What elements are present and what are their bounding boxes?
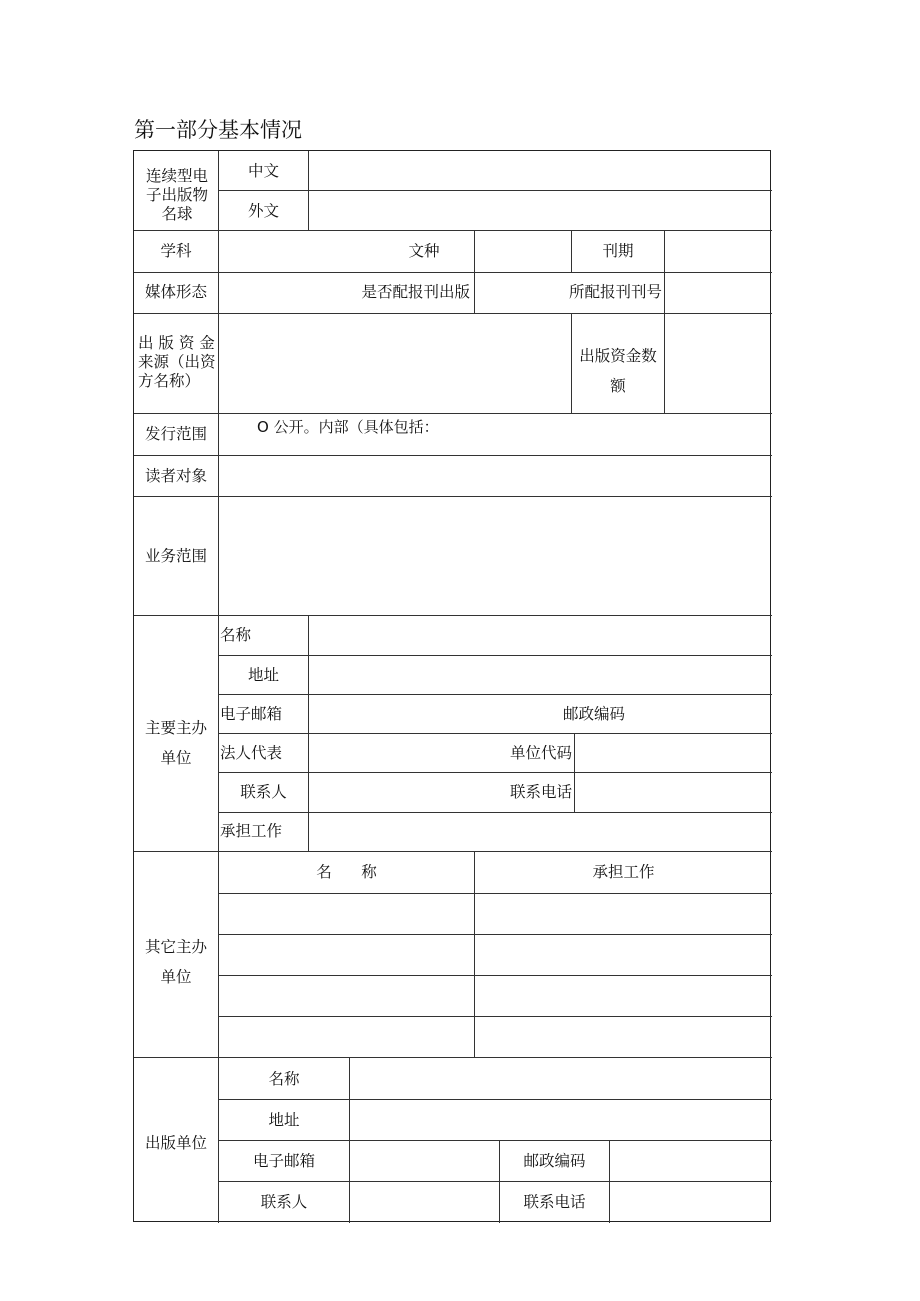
foreign-name-field[interactable] <box>309 191 771 229</box>
chinese-name-field[interactable] <box>309 152 771 190</box>
publisher-label: 出版单位 <box>144 1134 207 1152</box>
main-sponsor-work-field[interactable] <box>309 813 771 850</box>
other-sponsor-name-field[interactable] <box>219 1017 473 1056</box>
basic-info-form <box>133 150 771 1222</box>
org-code-label: 单位代码 <box>509 744 572 762</box>
main-sponsor-contact-field[interactable] <box>309 773 499 811</box>
other-sponsor-work-field[interactable] <box>475 1017 771 1056</box>
subject-label: 学科 <box>160 242 192 260</box>
other-sponsors-name-header: 名 称 <box>316 863 377 881</box>
legal-representative-field[interactable] <box>309 734 499 771</box>
other-sponsors-label: 其它主办 单位 <box>144 938 207 986</box>
foreign-name-label: 外文 <box>247 202 279 220</box>
publisher-name-label: 名称 <box>268 1070 300 1088</box>
other-sponsor-work-field[interactable] <box>475 976 771 1015</box>
periodical-number-label: 所配报刊刊号 <box>568 283 662 301</box>
period-field[interactable] <box>665 231 771 271</box>
publisher-email-label: 电子邮箱 <box>252 1152 315 1170</box>
business-label: 业务范围 <box>144 547 207 565</box>
page-title: 第一部分基本情况 <box>134 118 302 142</box>
publisher-postcode-field[interactable] <box>610 1141 771 1180</box>
chinese-name-label: 中文 <box>247 162 279 180</box>
with-periodical-label: 是否配报刊出版 <box>361 283 470 301</box>
other-sponsor-work-field[interactable] <box>475 894 771 933</box>
publisher-address-label: 地址 <box>268 1111 300 1129</box>
period-label: 刊期 <box>602 242 634 260</box>
other-sponsor-name-field[interactable] <box>219 894 473 933</box>
main-sponsor-address-label: 地址 <box>247 666 279 684</box>
main-sponsor-phone-label: 联系电话 <box>509 783 572 801</box>
legal-representative-label: 法人代表 <box>220 744 283 762</box>
funding-source-field[interactable] <box>219 314 570 412</box>
main-sponsor-email-label: 电子邮箱 <box>220 705 283 723</box>
readers-field[interactable] <box>219 456 771 495</box>
funding-amount-field[interactable] <box>665 314 771 412</box>
publisher-phone-label: 联系电话 <box>523 1193 586 1211</box>
main-sponsor-name-field[interactable] <box>309 616 771 654</box>
publisher-contact-field[interactable] <box>350 1182 498 1221</box>
publisher-contact-label: 联系人 <box>260 1193 308 1211</box>
readers-label: 读者对象 <box>144 467 207 485</box>
other-sponsor-work-field[interactable] <box>475 935 771 974</box>
publisher-address-field[interactable] <box>350 1100 771 1139</box>
other-sponsor-name-field[interactable] <box>219 976 473 1015</box>
publisher-email-field[interactable] <box>350 1141 498 1180</box>
publisher-postcode-label: 邮政编码 <box>523 1152 586 1170</box>
periodical-number-field[interactable] <box>665 273 771 312</box>
business-field[interactable] <box>219 497 771 614</box>
subject-field[interactable] <box>219 231 389 271</box>
name-label: 连续型电 子出版物 名球 <box>145 167 208 223</box>
main-sponsor-postcode-label: 邮政编码 <box>563 705 626 723</box>
publisher-phone-field[interactable] <box>610 1182 771 1221</box>
main-sponsor-address-field[interactable] <box>309 656 771 693</box>
funding-source-label: 出 版 资 金 来源（出资 方名称） <box>138 334 216 390</box>
main-sponsor-contact-label: 联系人 <box>240 783 287 801</box>
other-sponsor-name-field[interactable] <box>219 935 473 974</box>
distribution-options[interactable]: O 公开。内部（具体包括： <box>257 418 439 436</box>
language-field[interactable] <box>475 231 570 271</box>
main-sponsor-name-label: 名称 <box>220 626 252 644</box>
main-sponsor-label: 主要主办 单位 <box>144 719 207 767</box>
distribution-label: 发行范围 <box>144 425 207 443</box>
main-sponsor-email-field[interactable] <box>309 695 549 732</box>
publisher-name-field[interactable] <box>350 1058 771 1098</box>
main-sponsor-phone-field[interactable] <box>575 773 771 811</box>
media-label: 媒体形态 <box>144 283 207 301</box>
main-sponsor-work-label: 承担工作 <box>220 822 283 840</box>
org-code-field[interactable] <box>575 734 771 771</box>
funding-amount-label: 出版资金数 额 <box>579 347 657 395</box>
language-label: 文种 <box>408 242 440 260</box>
other-sponsors-work-header: 承担工作 <box>592 863 655 881</box>
